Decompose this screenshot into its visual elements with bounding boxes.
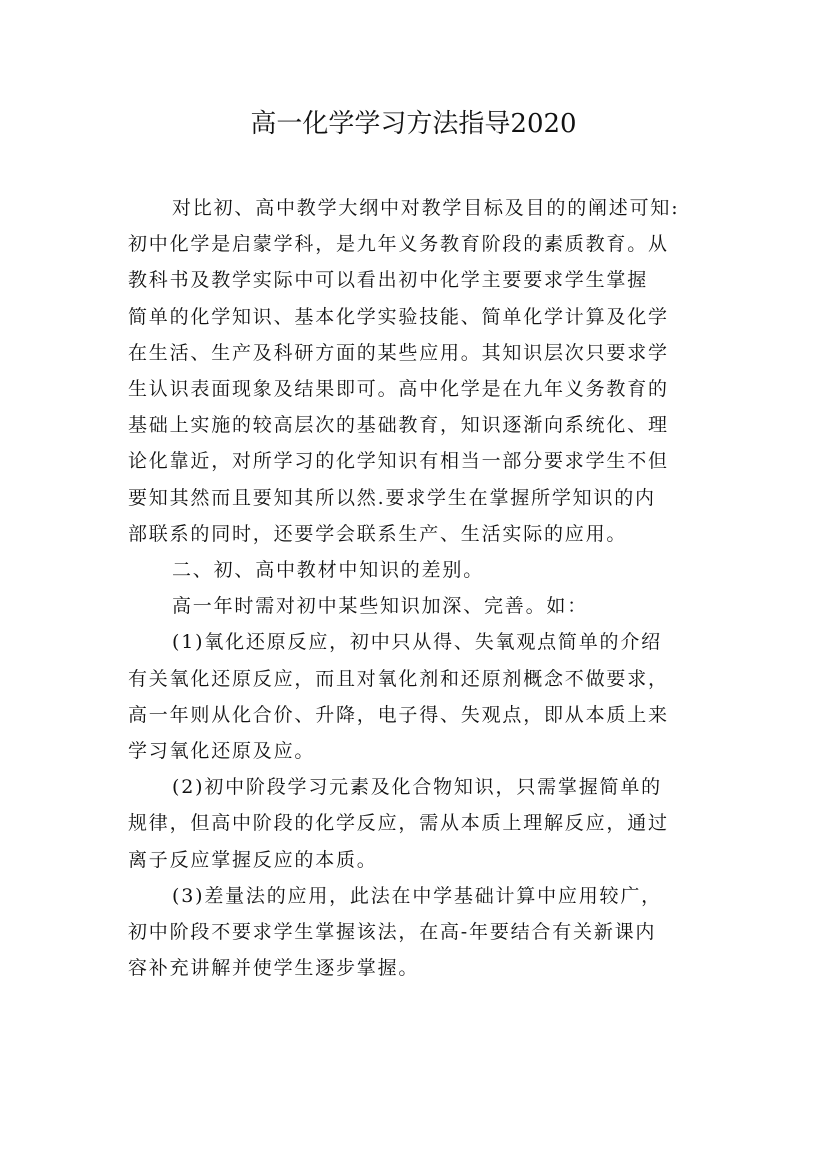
paragraph-intro: [128, 190, 708, 552]
text-line: 生认识表面现象及结果即可。高中化学是在九年义务教育的: [128, 378, 669, 401]
text-line: 容补充讲解并使学生逐步掌握。: [128, 957, 420, 980]
text-line: 学习氧化还原及应。: [128, 740, 316, 763]
text-line: (1)氧化还原反应，初中只从得、失氧观点简单的介绍: [172, 631, 662, 654]
text-line: 规律，但高中阶段的化学反应，需从本质上理解反应，通过: [128, 812, 669, 835]
heading-line: 二、初、高中教材中知识的差别。: [172, 559, 485, 582]
list-item-3: [128, 878, 708, 987]
text-line: 要知其然而且要知其所以然.要求学生在掌握所学知识的内: [128, 486, 656, 509]
text-line: 在生活、生产及科研方面的某些应用。其知识层次只要求学: [128, 341, 669, 364]
text-line: 离子反应掌握反应的本质。: [128, 848, 378, 871]
text-line: 初中阶段不要求学生掌握该法，在高-年要结合有关新课内: [128, 921, 657, 944]
text-line: 高一年时需对初中某些知识加深、完善。如：: [172, 595, 589, 618]
text-line: (3)差量法的应用，此法在中学基础计算中应用较广，: [172, 884, 662, 907]
text-line: 教科书及教学实际中可以看出初中化学主要要求学生掌握: [128, 269, 649, 292]
text-line: 论化靠近，对所学习的化学知识有相当一部分要求学生不但: [128, 450, 669, 473]
text-line: 部联系的同时，还要学会联系生产、生活实际的应用。: [128, 522, 628, 545]
document-title: 高一化学学习方法指导2020: [250, 109, 577, 139]
text-line: 初中化学是启蒙学科，是九年义务教育阶段的素质教育。从: [128, 233, 669, 256]
document-body: [128, 190, 708, 986]
list-item-2: [128, 769, 708, 878]
text-line: 对比初、高中教学大纲中对教学目标及目的的阐述可知:: [172, 197, 680, 219]
text-line: 简单的化学知识、基本化学实验技能、简单化学计算及化学: [128, 305, 669, 328]
section-heading: [128, 552, 708, 588]
text-line: (2)初中阶段学习元素及化合物知识，只需掌握简单的: [172, 776, 662, 799]
paragraph-lead: [128, 588, 708, 624]
list-item-1: [128, 624, 708, 769]
text-line: 高一年则从化合价、升降，电子得、失观点，即从本质上来: [128, 703, 669, 726]
text-line: 有关氧化还原反应，而且对氧化剂和还原剂概念不做要求，: [128, 667, 669, 690]
text-line: 基础上实施的较高层次的基础教育，知识逐渐向系统化、理: [128, 414, 669, 437]
